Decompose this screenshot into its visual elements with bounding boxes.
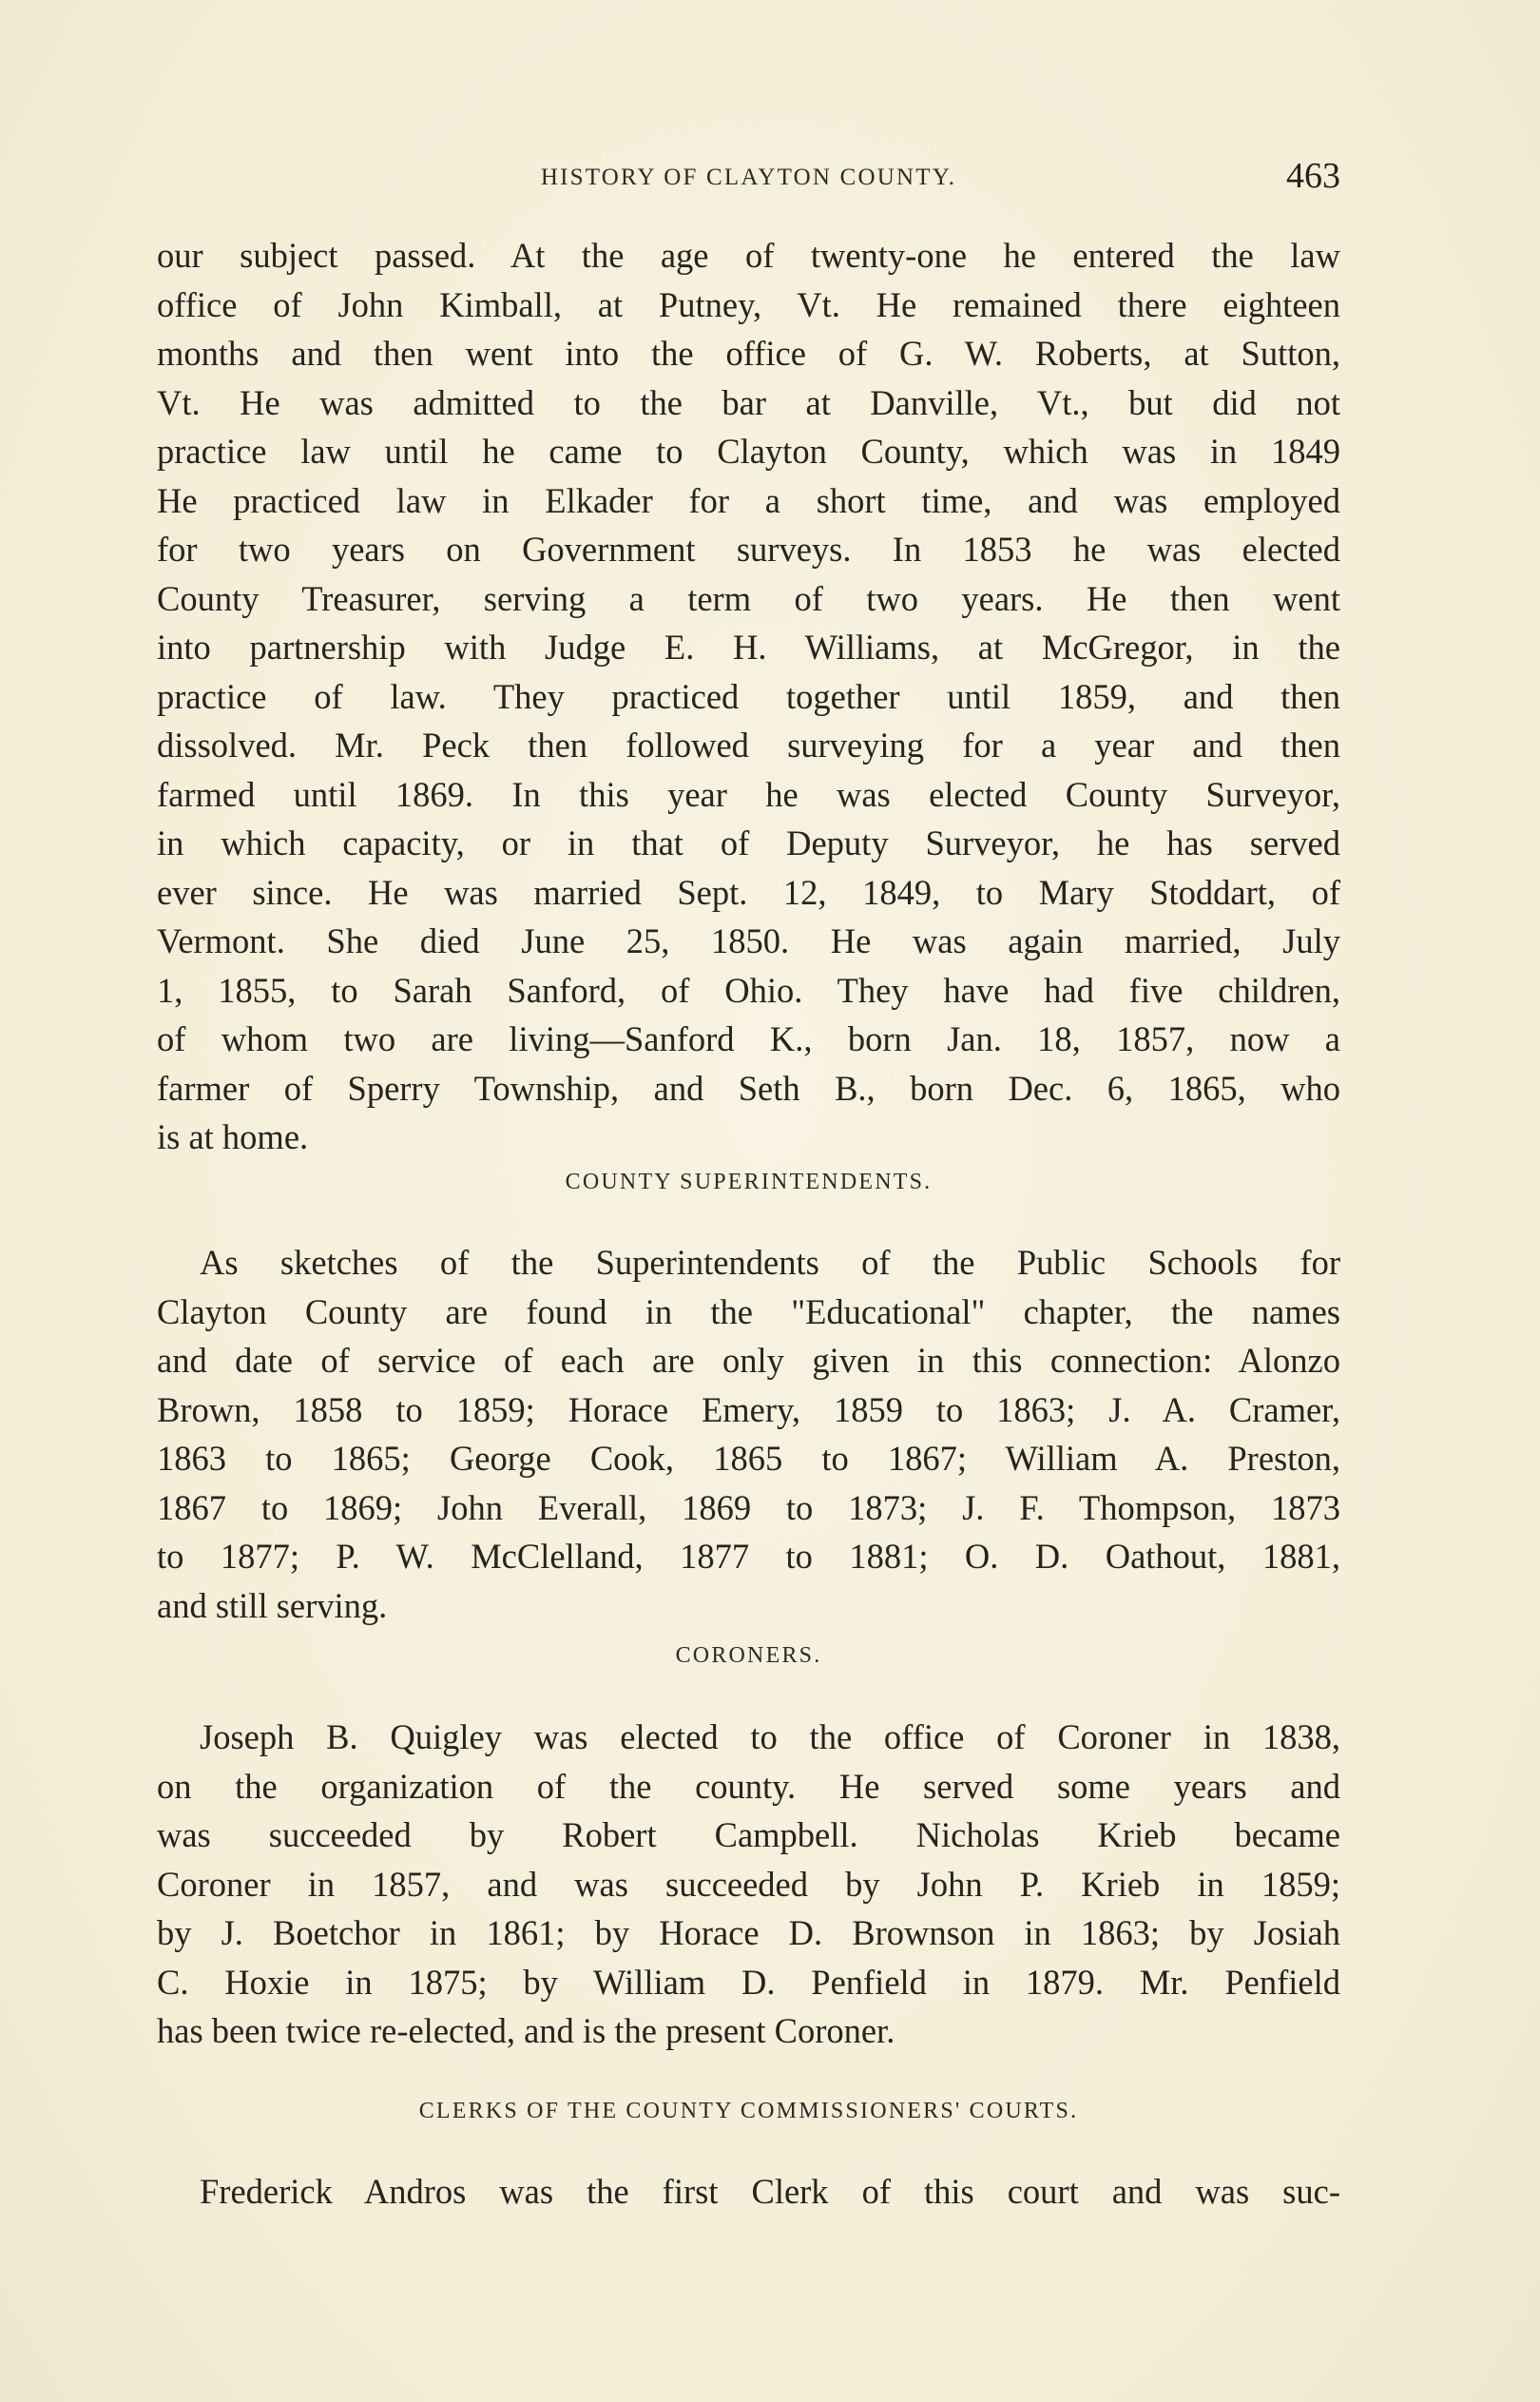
text-line: C. Hoxie in 1875; by William D. Penfield in 1879. Mr. Penfield xyxy=(157,1962,1340,2002)
text-line: was succeeded by Robert Campbell. Nicholas Krieb became xyxy=(157,1815,1340,1854)
text-line: practice of law. They practiced together until 1859, and then xyxy=(157,676,1340,716)
text-line: Vt. He was admitted to the bar at Danville, Vt., but did not xyxy=(157,382,1340,422)
text-line: farmed until 1869. In this year he was elected County Surveyor, xyxy=(157,774,1340,814)
section-heading-coroners: CORONERS. xyxy=(675,1643,822,1668)
text-line: of whom two are living—Sanford K., born Jan. 18, 1857, now a xyxy=(157,1019,1340,1058)
text-line: has been twice re-elected, and is the present Coroner. xyxy=(157,2011,895,2050)
paragraph-superintendents xyxy=(157,1238,1340,1630)
text-line: As sketches of the Superintendents of the Public Schools for xyxy=(200,1243,1340,1282)
text-line: He practiced law in Elkader for a short time, and was employed xyxy=(157,480,1340,520)
text-line: for two years on Government surveys. In 1853 he was elected xyxy=(157,530,1340,569)
text-line: to 1877; P. W. McClelland, 1877 to 1881; O. D. Oathout, 1881, xyxy=(157,1537,1340,1576)
text-line: County Treasurer, serving a term of two years. He then went xyxy=(157,578,1340,618)
text-line: by J. Boetchor in 1861; by Horace D. Brownson in 1863; by Josiah xyxy=(157,1913,1340,1952)
text-line: 1, 1855, to Sarah Sanford, of Ohio. They have had five children, xyxy=(157,970,1340,1010)
text-line: dissolved. Mr. Peck then followed surveying for a year and then xyxy=(157,726,1340,765)
text-line: in which capacity, or in that of Deputy Surveyor, he has served xyxy=(157,823,1340,862)
paragraph-peck-biography xyxy=(157,231,1340,1162)
text-line: Frederick Andros was the first Clerk of this court and was suc- xyxy=(200,2172,1340,2211)
text-line: Clayton County are found in the "Educational" chapter, the names xyxy=(157,1291,1340,1331)
page-number: 463 xyxy=(1286,156,1340,196)
text-line: and date of service of each are only given in this connection: Alonzo xyxy=(157,1341,1340,1380)
text-line: 1863 to 1865; George Cook, 1865 to 1867; William A. Preston, xyxy=(157,1439,1340,1478)
paragraph-coroners xyxy=(157,1713,1340,2056)
section-heading-superintendents: COUNTY SUPERINTENDENTS. xyxy=(565,1170,933,1194)
text-line: practice law until he came to Clayton County, which was in 1849 xyxy=(157,432,1340,471)
text-line: Brown, 1858 to 1859; Horace Emery, 1859 to 1863; J. A. Cramer, xyxy=(157,1389,1340,1429)
paragraph-clerks xyxy=(157,2167,1340,2217)
text-line: months and then went into the office of G. W. Roberts, at Sutton, xyxy=(157,334,1340,373)
page-header xyxy=(157,155,1340,203)
text-line: Coroner in 1857, and was succeeded by John P. Krieb in 1859; xyxy=(157,1864,1340,1904)
text-line: on the organization of the county. He served some years and xyxy=(157,1766,1340,1806)
text-line: Joseph B. Quigley was elected to the office of Coroner in 1838, xyxy=(200,1717,1340,1756)
text-line: Vermont. She died June 25, 1850. He was again married, July xyxy=(157,921,1340,960)
text-line: is at home. xyxy=(157,1117,309,1156)
text-line: into partnership with Judge E. H. Williams, at McGregor, in the xyxy=(157,628,1340,667)
section-heading-clerks: CLERKS OF THE COUNTY COMMISSIONERS' COURTS. xyxy=(418,2099,1079,2123)
text-line: our subject passed. At the age of twenty-one he entered the law xyxy=(157,236,1340,275)
text-line: and still serving. xyxy=(157,1585,388,1625)
text-line: 1867 to 1869; John Everall, 1869 to 1873; J. F. Thompson, 1873 xyxy=(157,1487,1340,1527)
running-head: HISTORY OF CLAYTON COUNTY. xyxy=(540,165,957,190)
text-line: farmer of Sperry Township, and Seth B., born Dec. 6, 1865, who xyxy=(157,1068,1340,1108)
text-line: office of John Kimball, at Putney, Vt. He remained there eighteen xyxy=(157,284,1340,324)
text-line: ever since. He was married Sept. 12, 1849, to Mary Stoddart, of xyxy=(157,872,1340,912)
